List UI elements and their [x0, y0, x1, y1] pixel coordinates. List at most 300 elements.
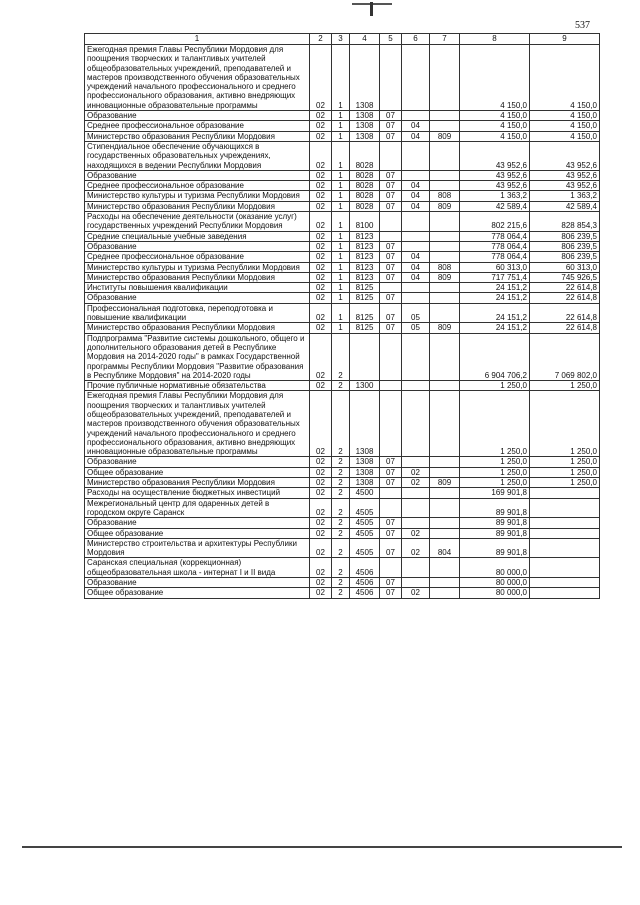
row-code-program: 02 [310, 323, 332, 333]
row-code-subsection: 04 [402, 272, 430, 282]
row-code-program: 02 [310, 558, 332, 578]
row-code-subprogram: 1 [332, 303, 350, 323]
row-code-section: 07 [380, 191, 402, 201]
row-name: Образование [85, 111, 310, 121]
row-code-subprogram: 2 [332, 518, 350, 528]
row-code-subsection [402, 111, 430, 121]
row-code-subprogram: 2 [332, 558, 350, 578]
column-header: 3 [332, 34, 350, 45]
row-code-section: 07 [380, 323, 402, 333]
row-code-section [380, 141, 402, 170]
row-code-subprogram: 1 [332, 272, 350, 282]
row-sum-2014: 89 901,8 [460, 528, 530, 538]
row-code-subprogram: 1 [332, 170, 350, 180]
row-code-subsection [402, 333, 430, 380]
row-code-subsection [402, 293, 430, 303]
row-code-program: 02 [310, 170, 332, 180]
row-code-subprogram: 1 [332, 241, 350, 251]
row-code-program: 02 [310, 241, 332, 251]
row-code-section [380, 488, 402, 498]
row-sum-2014: 4 150,0 [460, 45, 530, 111]
table-row [85, 191, 600, 201]
row-sum-2015: 806 239,5 [530, 231, 600, 241]
row-code-ministry [430, 528, 460, 538]
row-sum-2015: 43 952,6 [530, 181, 600, 191]
row-code-subprogram: 2 [332, 333, 350, 380]
row-code-subsection: 02 [402, 538, 430, 558]
row-code-section [380, 333, 402, 380]
table-row [85, 488, 600, 498]
row-code-ministry [430, 578, 460, 588]
row-code-program: 02 [310, 181, 332, 191]
table-row [85, 588, 600, 598]
row-code-program: 02 [310, 231, 332, 241]
row-code-ministry: 804 [430, 538, 460, 558]
row-sum-2014: 4 150,0 [460, 111, 530, 121]
row-code-section [380, 498, 402, 518]
row-sum-2015: 60 313,0 [530, 262, 600, 272]
row-code-section: 07 [380, 538, 402, 558]
row-sum-2015: 22 614,8 [530, 303, 600, 323]
row-code-program: 02 [310, 272, 332, 282]
row-code-program: 02 [310, 538, 332, 558]
row-name: Ежегодная премия Главы Республики Мордовия для поощрения творческих и талантливых учителей общеобразовательных учреждений, преподавателей и мастеров производственного обучения образовательных учреждений начального профессионального и среднего профессионального образования, активно внедряющих инновационные образовательные программы [85, 45, 310, 111]
row-name: Образование [85, 241, 310, 251]
row-code-subprogram: 2 [332, 488, 350, 498]
row-sum-2015 [530, 498, 600, 518]
row-code-program: 02 [310, 283, 332, 293]
row-code-subsection: 02 [402, 528, 430, 538]
row-sum-2014: 42 589,4 [460, 201, 530, 211]
table-row [85, 201, 600, 211]
table-row [85, 528, 600, 538]
table-row [85, 252, 600, 262]
row-code-subprogram: 1 [332, 141, 350, 170]
row-code-subprogram: 2 [332, 578, 350, 588]
row-code-section: 07 [380, 293, 402, 303]
row-code-target: 8123 [350, 272, 380, 282]
row-code-target: 1308 [350, 111, 380, 121]
row-sum-2014: 80 000,0 [460, 558, 530, 578]
row-code-ministry [430, 333, 460, 380]
row-code-program: 02 [310, 381, 332, 391]
column-header: 1 [85, 34, 310, 45]
row-code-subsection: 04 [402, 181, 430, 191]
row-code-section: 07 [380, 457, 402, 467]
row-name: Общее образование [85, 588, 310, 598]
row-code-section: 07 [380, 303, 402, 323]
row-code-subsection: 04 [402, 262, 430, 272]
row-code-ministry [430, 252, 460, 262]
row-code-program: 02 [310, 262, 332, 272]
row-code-subprogram: 2 [332, 528, 350, 538]
row-code-section: 07 [380, 467, 402, 477]
row-sum-2014: 1 250,0 [460, 467, 530, 477]
row-code-target: 1308 [350, 45, 380, 111]
row-name: Среднее профессиональное образование [85, 181, 310, 191]
row-name: Министерство строительства и архитектуры Республики Мордовия [85, 538, 310, 558]
row-code-subsection [402, 558, 430, 578]
table-row [85, 121, 600, 131]
row-sum-2014: 1 250,0 [460, 381, 530, 391]
row-code-target: 8100 [350, 212, 380, 232]
table-row [85, 391, 600, 457]
row-code-program: 02 [310, 333, 332, 380]
row-code-subsection [402, 212, 430, 232]
row-code-target: 8125 [350, 303, 380, 323]
row-code-subsection [402, 488, 430, 498]
row-sum-2015: 806 239,5 [530, 252, 600, 262]
row-code-program: 02 [310, 457, 332, 467]
row-sum-2014: 4 150,0 [460, 121, 530, 131]
row-name: Министерство образования Республики Мордовия [85, 272, 310, 282]
row-code-subsection [402, 457, 430, 467]
row-code-subsection: 04 [402, 121, 430, 131]
row-sum-2015: 22 614,8 [530, 293, 600, 303]
row-sum-2014: 80 000,0 [460, 588, 530, 598]
row-code-ministry [430, 212, 460, 232]
row-code-section: 07 [380, 262, 402, 272]
row-name: Расходы на осуществление бюджетных инвестиций [85, 488, 310, 498]
table-row [85, 558, 600, 578]
column-header: 9 [530, 34, 600, 45]
table-row [85, 323, 600, 333]
row-code-target: 8123 [350, 231, 380, 241]
row-code-subsection: 04 [402, 201, 430, 211]
row-code-section: 07 [380, 252, 402, 262]
row-code-subsection [402, 231, 430, 241]
row-sum-2015: 43 952,6 [530, 170, 600, 180]
row-code-subsection [402, 141, 430, 170]
table-row [85, 181, 600, 191]
row-code-program: 02 [310, 293, 332, 303]
row-code-section [380, 231, 402, 241]
row-code-program: 02 [310, 201, 332, 211]
row-code-program: 02 [310, 518, 332, 528]
row-name: Подпрограмма "Развитие системы дошкольного, общего и дополнительного образования детей в Республике Мордовия на 2014-2020 годы" в рамках Государственной программы Республики Мордовия "Развитие образования в Республике Мордовия" на 2014-2020 годы [85, 333, 310, 380]
bottom-rule [22, 846, 622, 848]
row-code-ministry [430, 181, 460, 191]
row-code-program: 02 [310, 488, 332, 498]
row-sum-2014: 717 751,4 [460, 272, 530, 282]
row-sum-2014: 1 250,0 [460, 457, 530, 467]
row-code-subprogram: 1 [332, 283, 350, 293]
row-name: Среднее профессиональное образование [85, 252, 310, 262]
row-sum-2014: 24 151,2 [460, 293, 530, 303]
row-name: Министерство культуры и туризма Республики Мордовия [85, 262, 310, 272]
row-code-subsection: 04 [402, 131, 430, 141]
row-code-section: 07 [380, 181, 402, 191]
table-row [85, 457, 600, 467]
table-row [85, 283, 600, 293]
row-name: Саранская специальная (коррекционная) общеобразовательная школа - интернат I и II вида [85, 558, 310, 578]
table-row [85, 45, 600, 111]
row-code-program: 02 [310, 252, 332, 262]
table-row [85, 303, 600, 323]
row-code-target: 1308 [350, 131, 380, 141]
row-code-subprogram: 1 [332, 212, 350, 232]
table-row [85, 231, 600, 241]
row-code-subsection [402, 241, 430, 251]
row-code-subsection: 04 [402, 191, 430, 201]
row-code-subsection [402, 498, 430, 518]
row-sum-2015: 1 250,0 [530, 381, 600, 391]
table-row [85, 272, 600, 282]
row-code-ministry [430, 588, 460, 598]
row-code-target: 8123 [350, 262, 380, 272]
row-sum-2014: 1 250,0 [460, 391, 530, 457]
row-code-program: 02 [310, 141, 332, 170]
row-code-subprogram: 1 [332, 323, 350, 333]
row-code-ministry: 809 [430, 272, 460, 282]
row-code-section: 07 [380, 528, 402, 538]
row-name: Институты повышения квалификации [85, 283, 310, 293]
row-sum-2014: 1 250,0 [460, 478, 530, 488]
row-code-subsection: 02 [402, 467, 430, 477]
row-sum-2014: 802 215,6 [460, 212, 530, 232]
row-name: Министерство образования Республики Мордовия [85, 323, 310, 333]
row-code-target: 8028 [350, 201, 380, 211]
row-code-subprogram: 1 [332, 191, 350, 201]
row-code-subprogram: 2 [332, 478, 350, 488]
row-code-program: 02 [310, 528, 332, 538]
row-code-subprogram: 2 [332, 391, 350, 457]
row-code-program: 02 [310, 45, 332, 111]
row-code-program: 02 [310, 588, 332, 598]
row-code-target: 4500 [350, 488, 380, 498]
column-header: 8 [460, 34, 530, 45]
row-sum-2015 [530, 538, 600, 558]
row-code-subsection: 05 [402, 303, 430, 323]
row-code-ministry [430, 111, 460, 121]
column-header: 4 [350, 34, 380, 45]
row-code-target: 8028 [350, 181, 380, 191]
table-row [85, 333, 600, 380]
row-code-section: 07 [380, 111, 402, 121]
row-name: Министерство образования Республики Мордовия [85, 478, 310, 488]
row-name: Прочие публичные нормативные обязательства [85, 381, 310, 391]
table-row [85, 467, 600, 477]
row-code-ministry [430, 170, 460, 180]
row-sum-2015: 4 150,0 [530, 131, 600, 141]
row-code-section: 07 [380, 170, 402, 180]
row-name: Общее образование [85, 528, 310, 538]
table-row [85, 212, 600, 232]
row-sum-2014: 6 904 706,2 [460, 333, 530, 380]
table-header-row [85, 34, 600, 45]
row-name: Министерство культуры и туризма Республики Мордовия [85, 191, 310, 201]
row-code-ministry [430, 45, 460, 111]
row-name: Профессиональная подготовка, переподготовка и повышение квалификации [85, 303, 310, 323]
row-code-target: 1308 [350, 478, 380, 488]
row-sum-2014: 89 901,8 [460, 518, 530, 528]
row-code-subsection [402, 283, 430, 293]
row-code-section: 07 [380, 131, 402, 141]
table-row [85, 293, 600, 303]
row-code-subprogram: 2 [332, 467, 350, 477]
row-code-ministry: 808 [430, 191, 460, 201]
row-code-ministry [430, 558, 460, 578]
row-code-ministry [430, 518, 460, 528]
row-name: Ежегодная премия Главы Республики Мордовия для поощрения творческих и талантливых учителей общеобразовательных учреждений, преподавателей и мастеров производственного обучения образовательных учреждений начального профессионального и среднего профессионального образования, активно внедряющих инновационные образовательные программы [85, 391, 310, 457]
row-code-ministry [430, 293, 460, 303]
row-code-subsection [402, 170, 430, 180]
row-code-target: 8125 [350, 323, 380, 333]
row-code-program: 02 [310, 191, 332, 201]
row-sum-2015: 42 589,4 [530, 201, 600, 211]
row-code-section: 07 [380, 121, 402, 131]
row-sum-2015 [530, 578, 600, 588]
row-code-section [380, 558, 402, 578]
row-code-section: 07 [380, 588, 402, 598]
row-code-target: 1308 [350, 467, 380, 477]
row-code-ministry [430, 241, 460, 251]
row-code-subprogram: 1 [332, 293, 350, 303]
row-code-ministry: 809 [430, 323, 460, 333]
table-row [85, 170, 600, 180]
row-code-target: 1308 [350, 121, 380, 131]
row-sum-2015 [530, 528, 600, 538]
row-code-ministry [430, 141, 460, 170]
row-code-ministry [430, 457, 460, 467]
row-code-ministry [430, 381, 460, 391]
row-code-program: 02 [310, 478, 332, 488]
row-code-ministry: 809 [430, 478, 460, 488]
row-code-target: 4506 [350, 558, 380, 578]
row-code-section: 07 [380, 241, 402, 251]
row-code-program: 02 [310, 111, 332, 121]
row-code-target: 4505 [350, 518, 380, 528]
column-header: 5 [380, 34, 402, 45]
budget-table [84, 33, 600, 599]
row-code-target: 4505 [350, 498, 380, 518]
row-code-section [380, 283, 402, 293]
row-code-section [380, 381, 402, 391]
row-code-ministry [430, 303, 460, 323]
row-sum-2014: 60 313,0 [460, 262, 530, 272]
table-row [85, 111, 600, 121]
row-code-subsection [402, 578, 430, 588]
row-code-target: 8028 [350, 191, 380, 201]
row-sum-2015: 828 854,3 [530, 212, 600, 232]
row-sum-2015: 745 926,5 [530, 272, 600, 282]
row-sum-2015: 806 239,5 [530, 241, 600, 251]
row-code-section: 07 [380, 478, 402, 488]
row-sum-2014: 169 901,8 [460, 488, 530, 498]
row-code-subsection [402, 45, 430, 111]
row-sum-2014: 778 064,4 [460, 241, 530, 251]
row-sum-2015: 4 150,0 [530, 121, 600, 131]
row-sum-2014: 89 901,8 [460, 538, 530, 558]
row-code-section [380, 391, 402, 457]
row-code-subprogram: 1 [332, 201, 350, 211]
row-name: Министерство образования Республики Мордовия [85, 131, 310, 141]
row-name: Межрегиональный центр для одаренных детей в городском округе Саранск [85, 498, 310, 518]
row-code-target: 1300 [350, 381, 380, 391]
row-code-target: 8123 [350, 241, 380, 251]
row-code-subsection [402, 391, 430, 457]
row-code-subsection: 02 [402, 478, 430, 488]
row-name: Образование [85, 170, 310, 180]
row-sum-2015 [530, 588, 600, 598]
table-row [85, 498, 600, 518]
row-code-section [380, 45, 402, 111]
row-name: Среднее профессиональное образование [85, 121, 310, 131]
row-name: Общее образование [85, 467, 310, 477]
row-code-section: 07 [380, 578, 402, 588]
row-sum-2014: 1 363,2 [460, 191, 530, 201]
row-code-program: 02 [310, 131, 332, 141]
column-header: 2 [310, 34, 332, 45]
row-code-subprogram: 1 [332, 45, 350, 111]
row-code-section: 07 [380, 272, 402, 282]
row-code-ministry: 809 [430, 131, 460, 141]
row-code-subprogram: 2 [332, 498, 350, 518]
scan-mark [342, 2, 402, 7]
row-sum-2015: 22 614,8 [530, 323, 600, 333]
row-sum-2014: 24 151,2 [460, 283, 530, 293]
row-code-ministry [430, 283, 460, 293]
row-sum-2015: 4 150,0 [530, 111, 600, 121]
table-row [85, 478, 600, 488]
row-sum-2015: 1 363,2 [530, 191, 600, 201]
row-code-subprogram: 1 [332, 181, 350, 191]
row-code-ministry [430, 467, 460, 477]
row-code-subprogram: 1 [332, 231, 350, 241]
row-sum-2015 [530, 488, 600, 498]
row-code-subprogram: 2 [332, 588, 350, 598]
row-name: Стипендиальное обеспечение обучающихся в государственных образовательных учреждениях, находящихся в ведении Республики Мордовия [85, 141, 310, 170]
row-sum-2015: 1 250,0 [530, 457, 600, 467]
row-sum-2014: 80 000,0 [460, 578, 530, 588]
row-sum-2014: 24 151,2 [460, 323, 530, 333]
row-code-subsection [402, 518, 430, 528]
row-code-target: 1308 [350, 391, 380, 457]
table-row [85, 141, 600, 170]
row-code-subsection: 05 [402, 323, 430, 333]
row-code-subsection: 04 [402, 252, 430, 262]
row-name: Министерство образования Республики Мордовия [85, 201, 310, 211]
row-sum-2015: 4 150,0 [530, 45, 600, 111]
row-code-program: 02 [310, 498, 332, 518]
row-code-target [350, 333, 380, 380]
table-row [85, 518, 600, 528]
row-code-subprogram: 2 [332, 457, 350, 467]
table-row [85, 131, 600, 141]
row-sum-2014: 43 952,6 [460, 141, 530, 170]
row-code-target: 8125 [350, 293, 380, 303]
row-name: Образование [85, 578, 310, 588]
row-code-program: 02 [310, 121, 332, 131]
row-name: Расходы на обеспечение деятельности (оказание услуг) государственных учреждений Республики Мордовия [85, 212, 310, 232]
table-row [85, 538, 600, 558]
row-sum-2014: 89 901,8 [460, 498, 530, 518]
row-sum-2014: 43 952,6 [460, 181, 530, 191]
column-header: 6 [402, 34, 430, 45]
row-code-subsection: 02 [402, 588, 430, 598]
row-code-ministry [430, 231, 460, 241]
row-code-subprogram: 1 [332, 252, 350, 262]
row-code-section: 07 [380, 201, 402, 211]
row-code-target: 8123 [350, 252, 380, 262]
row-code-ministry: 809 [430, 201, 460, 211]
row-code-program: 02 [310, 578, 332, 588]
row-sum-2015: 22 614,8 [530, 283, 600, 293]
row-code-program: 02 [310, 303, 332, 323]
row-sum-2014: 778 064,4 [460, 252, 530, 262]
row-sum-2014: 43 952,6 [460, 170, 530, 180]
row-code-ministry [430, 391, 460, 457]
